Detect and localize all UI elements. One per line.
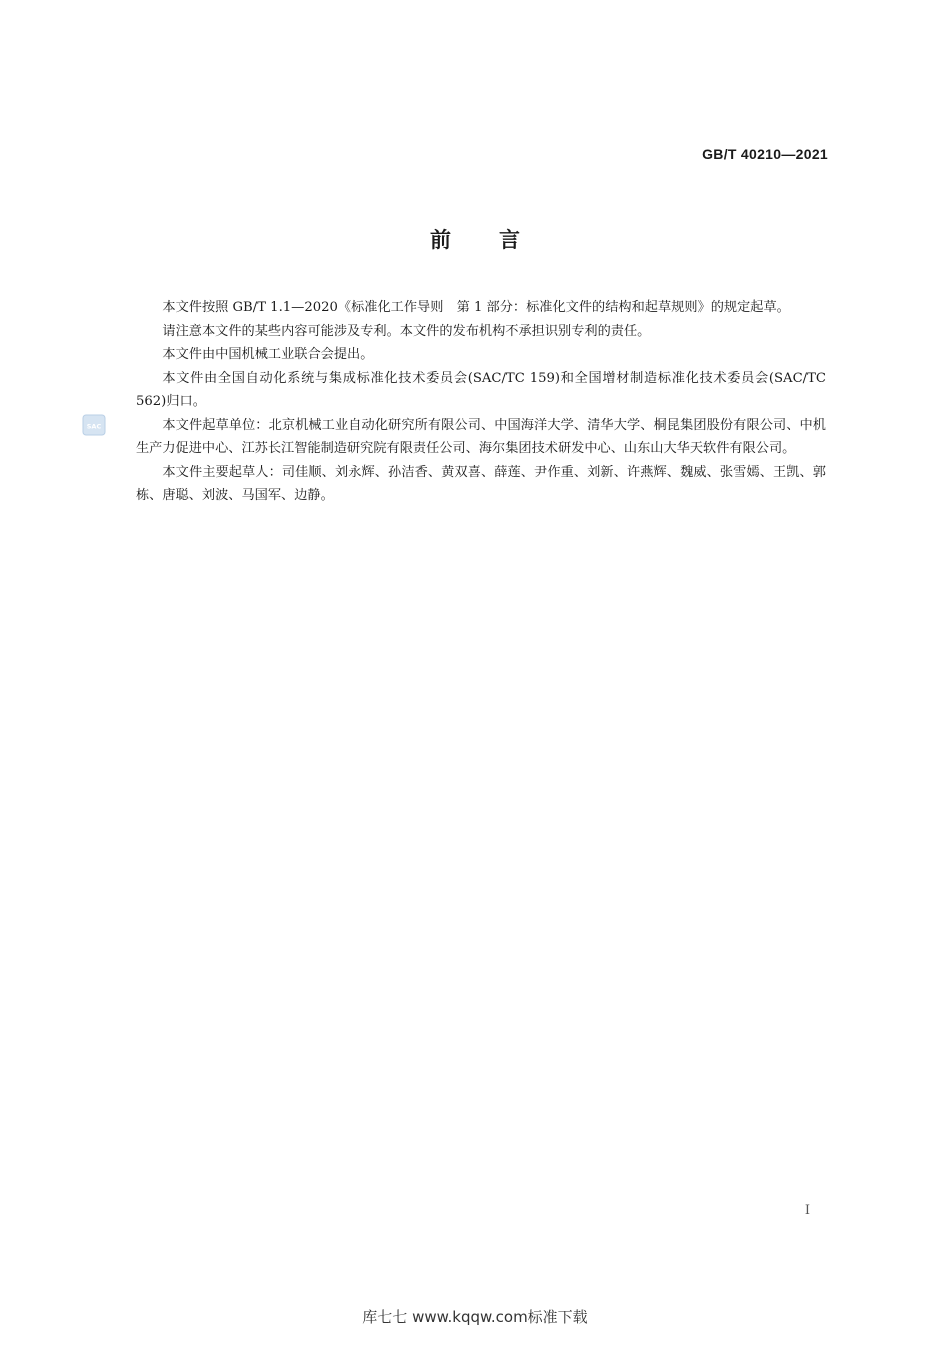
paragraph-drafting-organizations: 本文件起草单位：北京机械工业自动化研究所有限公司、中国海洋大学、清华大学、桐昆集团股份有限公司、中机生产力促进中心、江苏长江智能制造研究院有限责任公司、海尔集团技术研发中心、山东山大华天软件有限公司。	[136, 417, 826, 456]
page-number: I	[804, 1203, 810, 1218]
paragraph-technical-committee: 本文件由全国自动化系统与集成标准化技术委员会(SAC/TC 159)和全国增材制造标准化技术委员会(SAC/TC 562)归口。	[136, 370, 826, 409]
sac-logo	[82, 414, 106, 436]
sac-logo-text: SAC	[86, 422, 102, 431]
paragraph-drafters: 本文件主要起草人：司佳顺、刘永辉、孙洁香、黄双喜、薛莲、尹作重、刘新、许燕辉、魏威、张雪嫣、王凯、郭栋、唐聪、刘波、马国军、边静。	[136, 464, 826, 503]
paragraph-proposer: 本文件由中国机械工业联合会提出。	[162, 347, 374, 362]
footer-watermark: 库七七 www.kqqw.com标准下载	[362, 1308, 588, 1326]
foreword-body	[136, 296, 826, 508]
paragraph-patent-notice: 请注意本文件的某些内容可能涉及专利。本文件的发布机构不承担识别专利的责任。	[162, 323, 651, 339]
standard-code: GB/T 40210—2021	[702, 146, 828, 162]
paragraph-drafting-rules: 本文件按照 GB/T 1.1—2020《标准化工作导则 第 1 部分：标准化文件的结构和起草规则》的规定起草。	[162, 300, 790, 315]
page-title: 前言	[430, 228, 568, 252]
